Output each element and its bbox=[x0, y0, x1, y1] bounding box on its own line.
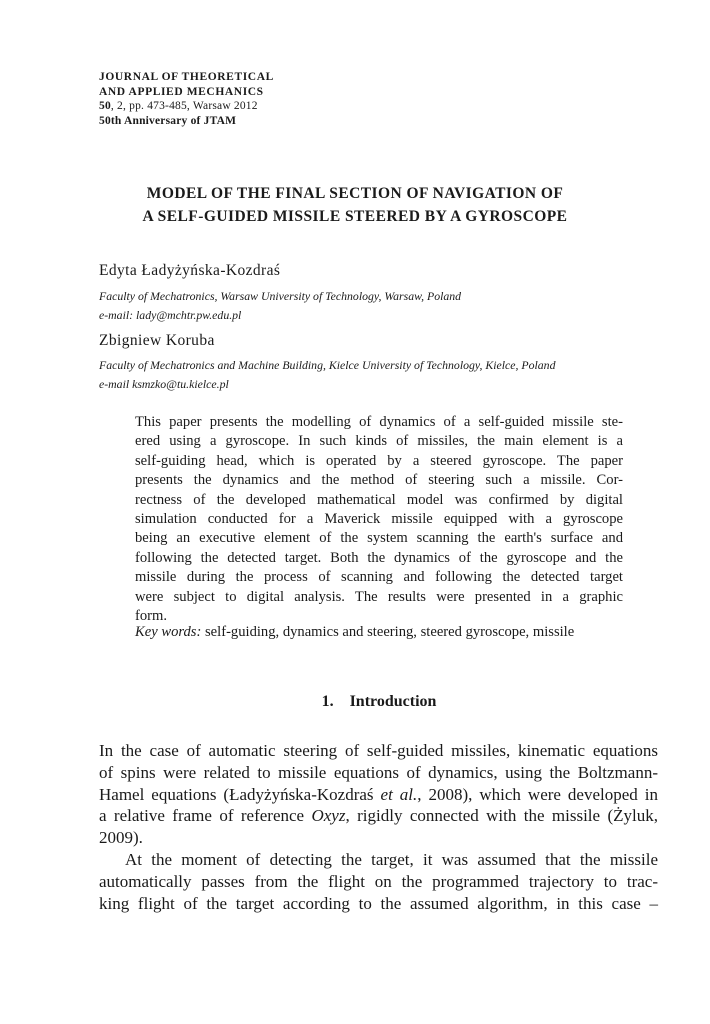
journal-issue-pages: , 2, pp. 473-485, Warsaw 2012 bbox=[110, 100, 258, 112]
paper-title bbox=[60, 182, 650, 228]
body-text bbox=[99, 740, 658, 914]
journal-name-line2: AND APPLIED MECHANICS bbox=[99, 85, 264, 98]
journal-header bbox=[99, 70, 274, 128]
author-affiliation-2: Faculty of Mechatronics and Machine Building, Kielce University of Technology, Kielce, Poland bbox=[99, 358, 556, 372]
abstract-line: missile during the process of scanning and following the detected target bbox=[135, 569, 623, 586]
body-line: automatically passes from the flight on the programmed trajectory to trac- bbox=[99, 871, 658, 891]
abstract-line: rectness of the developed mathematical model was confirmed by digital bbox=[135, 491, 623, 508]
abstract-line: presents the dynamics and the method of steering such a missile. Cor- bbox=[135, 472, 623, 489]
abstract bbox=[135, 413, 623, 626]
journal-volume: 50 bbox=[99, 100, 111, 112]
body-line: At the moment of detecting the target, it was assumed that the missile bbox=[125, 849, 658, 869]
abstract-line: This paper presents the modelling of dynamics of a self-guided missile ste- bbox=[135, 414, 623, 430]
section-heading bbox=[0, 693, 710, 711]
abstract-line: ered using a gyroscope. In such kinds of missiles, the main element is a bbox=[135, 433, 623, 450]
abstract-line: being an executive element of the system scanning the earth's surface and bbox=[135, 530, 623, 547]
frame-symbol: Oxyz bbox=[311, 806, 346, 826]
abstract-line: self-guiding head, which is operated by a steered gyroscope. The paper bbox=[135, 452, 623, 469]
paper-title-line1: MODEL OF THE FINAL SECTION OF NAVIGATION OF bbox=[146, 185, 564, 202]
body-line: of spins were related to missile equations of dynamics, using the Boltzmann- bbox=[99, 762, 658, 782]
abstract-line: form. bbox=[135, 607, 168, 624]
keywords bbox=[135, 624, 623, 641]
author-affiliation-1: Faculty of Mechatronics, Warsaw University of Technology, Warsaw, Poland bbox=[99, 289, 462, 303]
author-name-2: Zbigniew Koruba bbox=[99, 332, 215, 349]
section-number: 1. bbox=[321, 693, 334, 710]
paper-title-line2: A SELF-GUIDED MISSILE STEERED BY A GYROSCOPE bbox=[142, 208, 568, 225]
journal-name-line1: JOURNAL OF THEORETICAL bbox=[99, 71, 274, 83]
citation-et-al: et al. bbox=[380, 784, 418, 804]
author-email-2: e-mail ksmzko@tu.kielce.pl bbox=[99, 377, 229, 391]
author-email-1: e-mail: lady@mchtr.pw.edu.pl bbox=[99, 308, 242, 322]
keywords-text: self-guiding, dynamics and steering, steered gyroscope, missile bbox=[201, 624, 575, 640]
abstract-line: following the detected target. Both the dynamics of the gyroscope and the bbox=[135, 549, 623, 566]
journal-volume-info bbox=[99, 99, 274, 114]
abstract-line: simulation conducted for a Maverick missile equipped with a gyroscope bbox=[135, 510, 623, 527]
journal-anniversary: 50th Anniversary of JTAM bbox=[99, 114, 237, 127]
keywords-label: Key words: bbox=[135, 624, 202, 640]
body-line: a relative frame of reference Oxyz, rigidly connected with the missile (Żyluk, bbox=[99, 806, 658, 826]
abstract-line: were subject to digital analysis. The results were presented in a graphic bbox=[135, 588, 623, 605]
section-title: Introduction bbox=[349, 693, 437, 710]
body-line: 2009). bbox=[99, 828, 143, 848]
body-line: Hamel equations (Ładyżyńska-Kozdraś et al., 2008), which were developed in bbox=[99, 784, 658, 804]
author-name-1: Edyta Ładyżyńska-Kozdraś bbox=[99, 262, 281, 279]
body-line: In the case of automatic steering of self-guided missiles, kinematic equations bbox=[99, 741, 658, 760]
body-line: king flight of the target according to the assumed algorithm, in this case – bbox=[99, 893, 658, 913]
